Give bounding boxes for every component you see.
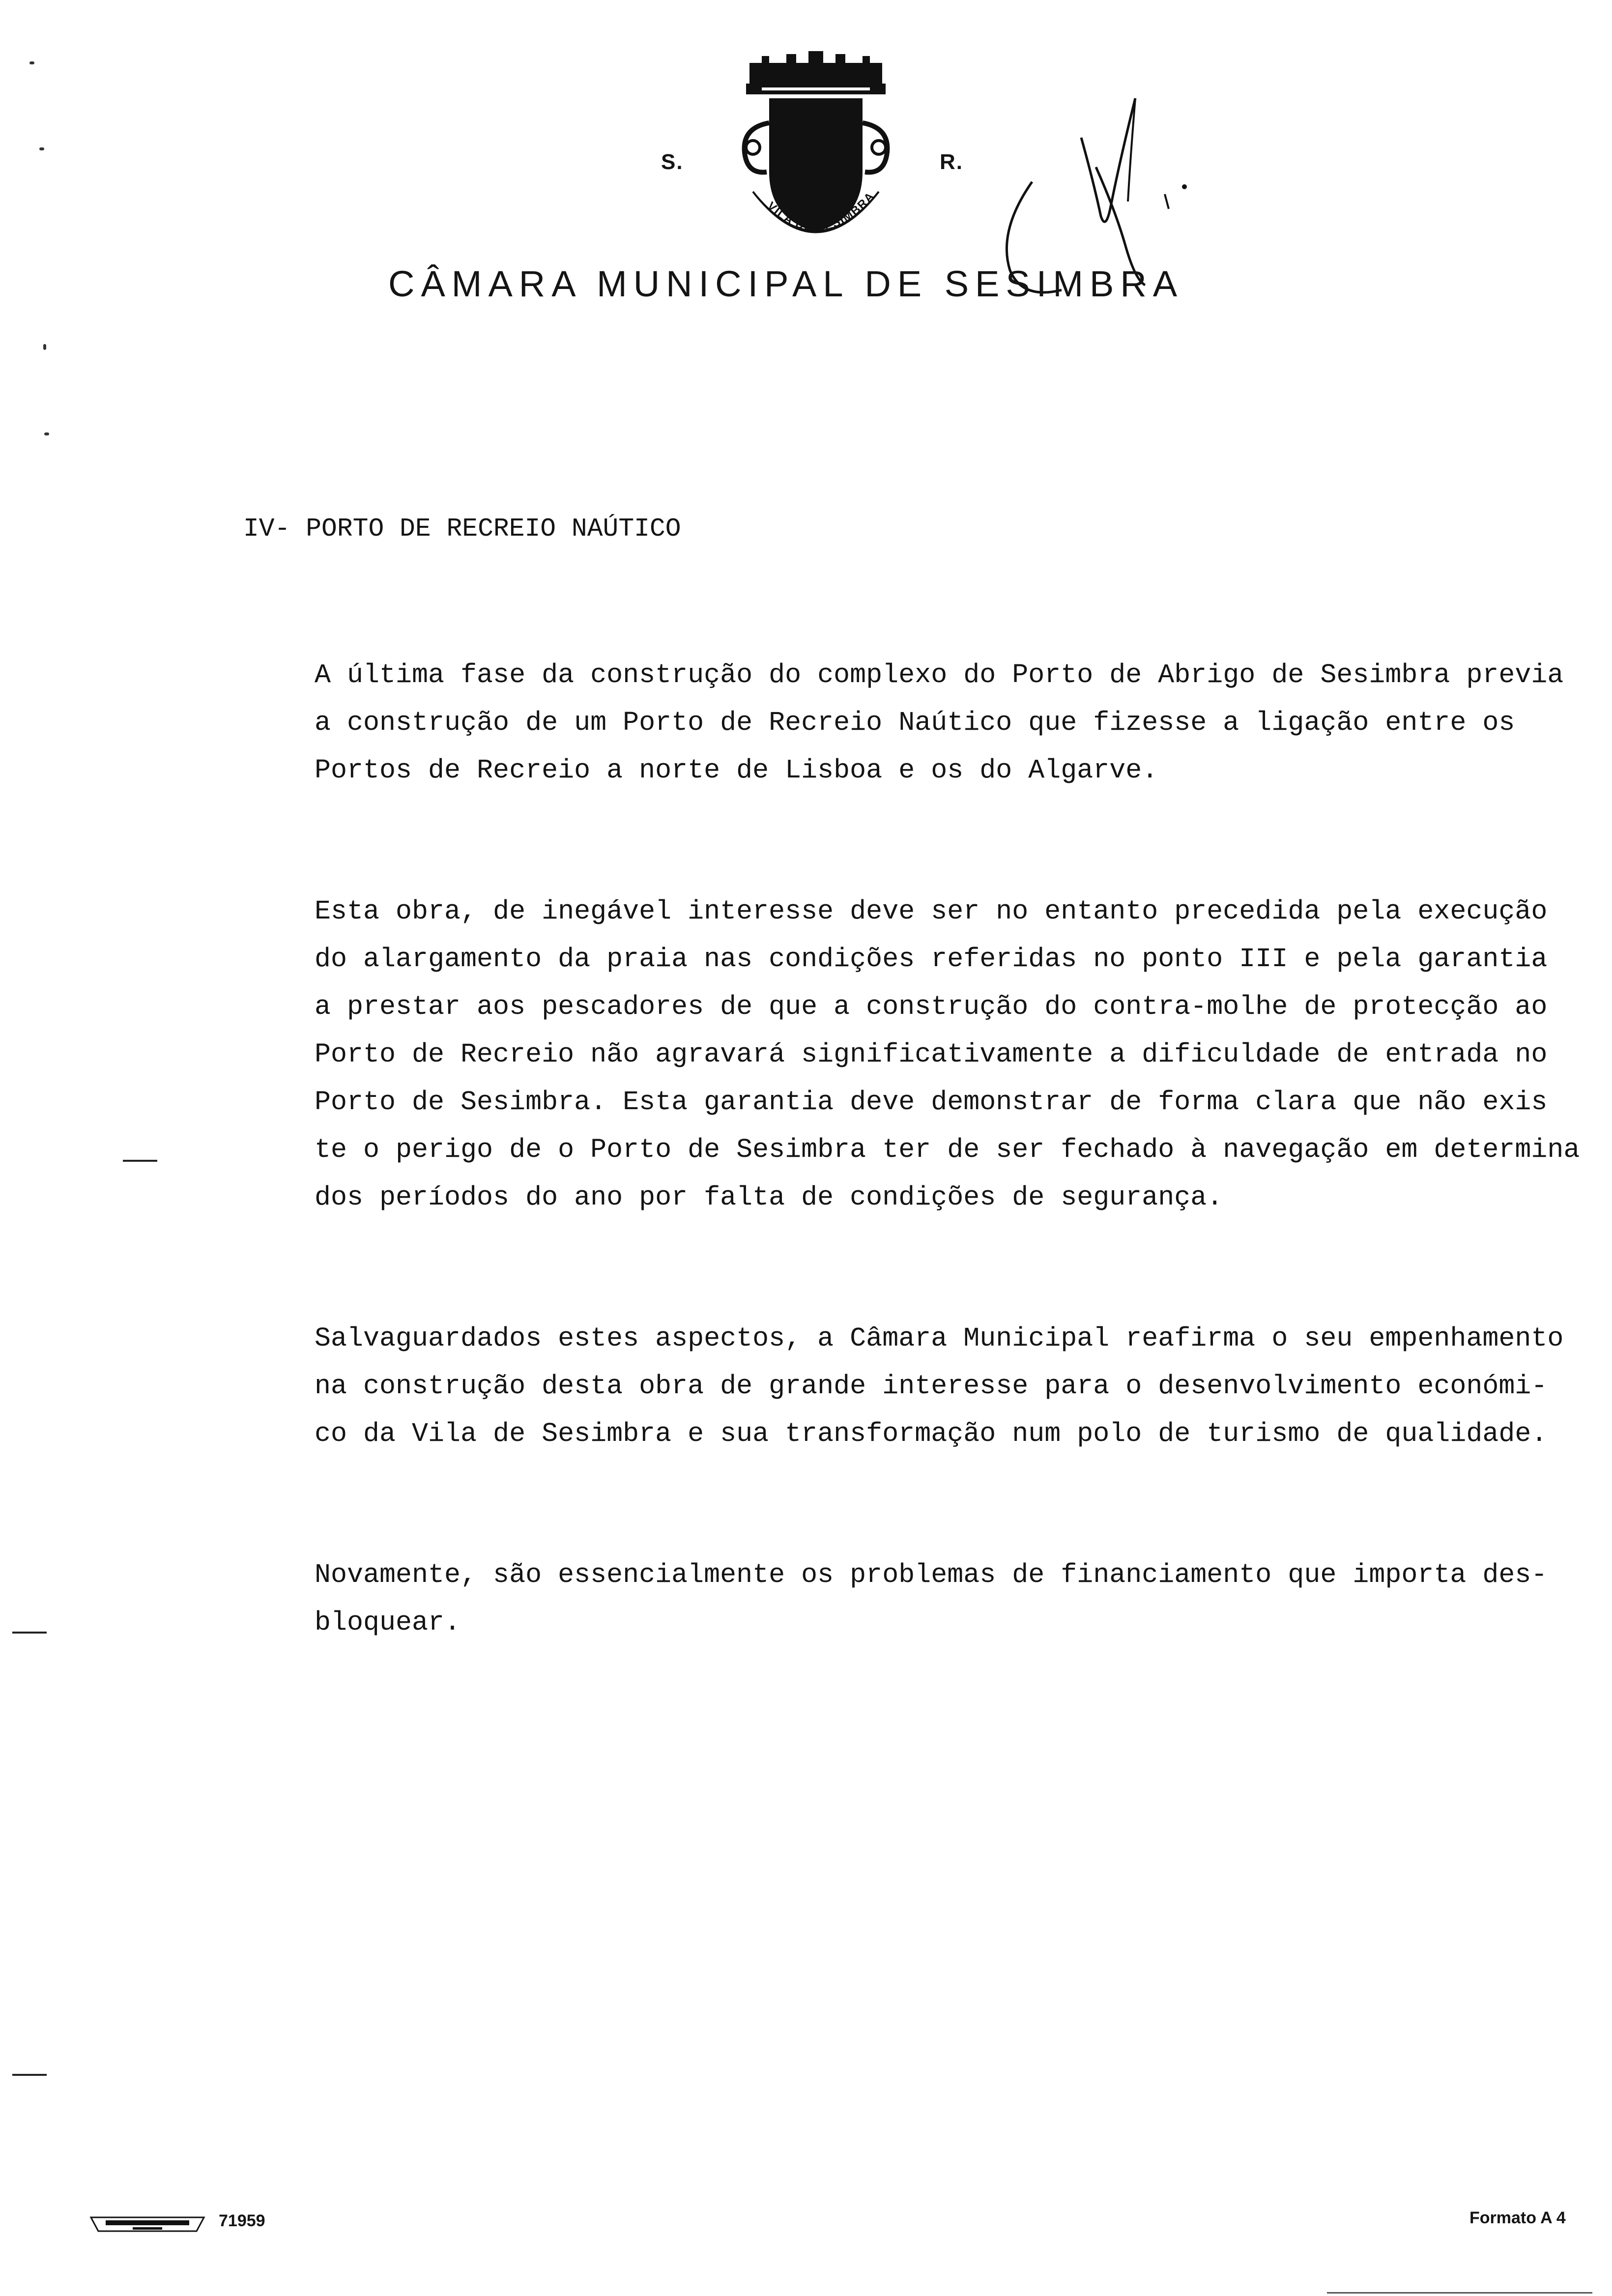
text-line: co da Vila de Sesimbra e sua transformação num polo de turismo de qualidade. — [315, 1418, 1548, 1449]
document-body — [315, 651, 1592, 1740]
scan-speck — [44, 432, 49, 435]
municipal-crest-logo — [722, 49, 909, 256]
text-line: a prestar aos pescadores de que a construção do contra-molhe de protecção ao — [315, 991, 1548, 1022]
bottom-edge-line — [1327, 2292, 1592, 2294]
margin-mark — [12, 1632, 47, 1634]
crest-motto: VILA DE SESIMBRA — [764, 189, 878, 234]
section-heading: IV- PORTO DE RECREIO NAÚTICO — [243, 514, 681, 544]
form-code: 71959 — [219, 2211, 265, 2230]
text-line: dos períodos do ano por falta de condições de segurança. — [315, 1182, 1223, 1213]
text-line: A última fase da construção do complexo do Porto de Abrigo de Sesimbra previa — [315, 660, 1564, 690]
text-line: Portos de Recreio a norte de Lisboa e os do Algarve. — [315, 755, 1158, 786]
text-line: Novamente, são essencialmente os problemas de financiamento que importa des- — [315, 1559, 1548, 1590]
text-line: a construção de um Porto de Recreio Naútico que fizesse a ligação entre os — [315, 707, 1515, 738]
text-line: bloquear. — [315, 1607, 461, 1638]
text-line: do alargamento da praia nas condições referidas no ponto III e pela garantia — [315, 944, 1548, 975]
paragraph — [315, 1315, 1592, 1458]
margin-mark — [123, 1160, 157, 1162]
scan-speck — [39, 147, 44, 150]
text-line: te o perigo de o Porto de Sesimbra ter de ser fechado à navegação em determina — [315, 1134, 1580, 1165]
text-line: Esta obra, de inegável interesse deve ser no entanto precedida pela execução — [315, 896, 1548, 927]
scan-speck — [43, 344, 46, 350]
paragraph — [315, 1551, 1592, 1646]
letterhead-right-letter: R. — [940, 150, 963, 174]
scan-speck — [29, 61, 34, 64]
printer-stamp-logo — [86, 2211, 209, 2236]
paragraph — [315, 888, 1592, 1221]
letterhead-left-letter: S. — [661, 150, 684, 174]
text-line: Salvaguardados estes aspectos, a Câmara Municipal reafirma o seu empenhamento — [315, 1323, 1564, 1354]
paragraph — [315, 651, 1592, 794]
text-line: Porto de Recreio não agravará significativamente a dificuldade de entrada no — [315, 1039, 1548, 1070]
paper-format-label: Formato A 4 — [1469, 2209, 1566, 2227]
text-line: Porto de Sesimbra. Esta garantia deve demonstrar de forma clara que não exis — [315, 1087, 1548, 1118]
organization-name: CÂMARA MUNICIPAL DE SESIMBRA — [388, 263, 1184, 304]
text-line: na construção desta obra de grande interesse para o desenvolvimento económi- — [315, 1371, 1548, 1402]
margin-mark — [12, 2074, 47, 2076]
